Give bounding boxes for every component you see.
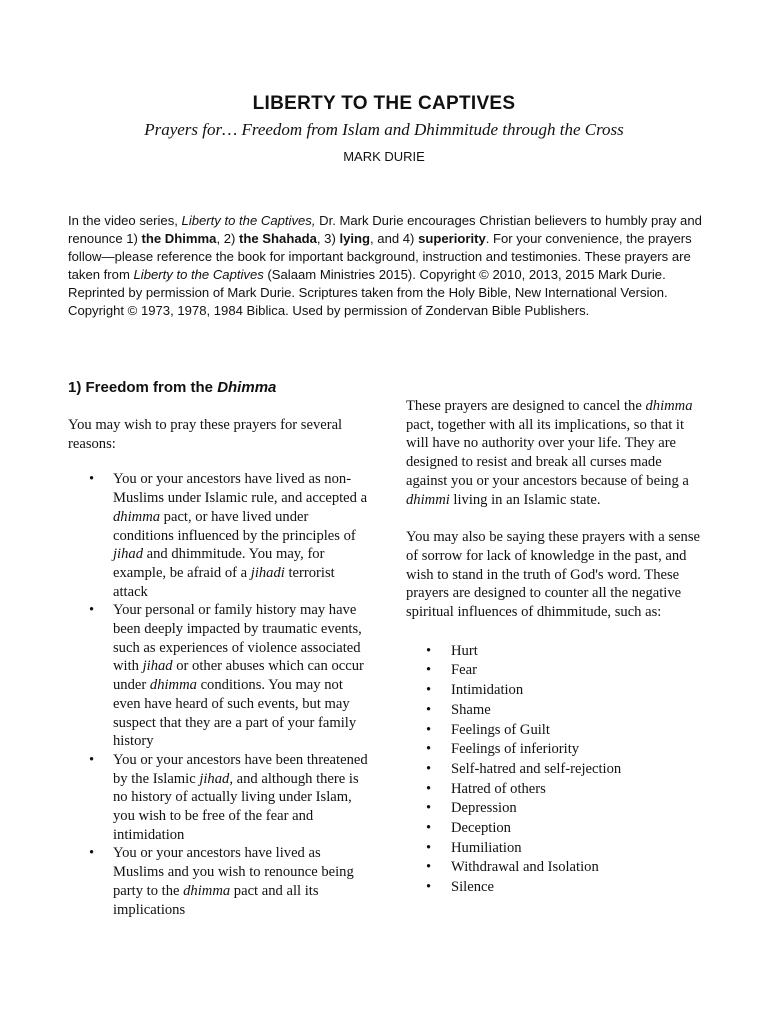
influence-item: • Withdrawal and Isolation	[406, 858, 706, 878]
bullet-icon: •	[426, 839, 432, 856]
reason-item: • You or your ancestors have lived as Muslims and you wish to renounce being party to the dhimma pact and all its implications	[89, 845, 354, 918]
influence-item: • Fear	[406, 661, 706, 681]
bullet-icon: •	[426, 741, 432, 758]
bullet-icon: •	[89, 602, 95, 619]
influence-item: • Humiliation	[406, 839, 706, 859]
influence-item: • Deception	[406, 819, 706, 839]
section-heading: 1) Freedom from the Dhimma	[68, 379, 277, 396]
bullet-icon: •	[89, 471, 95, 488]
reason-item: • You or your ancestors have lived as non-Muslims under Islamic rule, and accepted a dhimma pact, or have lived under conditions influenced by the principles of jihad and dhimmitude. You may, for example, be afraid of a jihadi terrorist attack	[89, 471, 368, 600]
left-column	[68, 416, 370, 919]
influences-list	[406, 642, 706, 898]
bullet-icon: •	[89, 751, 95, 768]
influence-item: • Depression	[406, 799, 706, 819]
influence-item: • Self-hatred and self-rejection	[406, 760, 706, 780]
bullet-icon: •	[426, 642, 432, 659]
influence-item: • Shame	[406, 701, 706, 721]
left-lead-paragraph: You may wish to pray these prayers for several reasons:	[68, 417, 343, 452]
topic-shahada: the Shahada	[239, 231, 317, 246]
author-name: MARK DURIE	[343, 149, 425, 164]
reason-item: • Your personal or family history may have been deeply impacted by traumatic events, such as experiences of violence associated with jihad or other abuses which can occur under dhimma conditions. You may not even have heard of such events, but may suspect that they are a part of your family history	[89, 602, 364, 750]
bullet-icon: •	[426, 721, 432, 738]
influence-item: • Hurt	[406, 642, 706, 662]
influence-item: • Hatred of others	[406, 780, 706, 800]
influence-item: • Feelings of Guilt	[406, 721, 706, 741]
reason-item: • You or your ancestors have been threatened by the Islamic jihad, and although there is no history of actually living under Islam, you wish to be free of the fear and intimidation	[89, 751, 368, 843]
bullet-icon: •	[426, 800, 432, 817]
topic-superiority: superiority	[418, 231, 486, 246]
influence-item: • Feelings of inferiority	[406, 740, 706, 760]
bullet-icon: •	[426, 859, 432, 876]
intro-paragraph: In the video series, Liberty to the Captives, Dr. Mark Durie encourages Christian believers to humbly pray and renounce 1) the Dhimma, 2) the Shahada, 3) lying, and 4) superiority. For your convenience, the prayers follow—please reference the book for important background, instruction and testimonies. These prayers are taken from Liberty to the Captives (Salaam Ministries 2015). Copyright © 2010, 2013, 2015 Mark Durie. Reprinted by permission of Mark Durie. Scriptures taken from the Holy Bible, New International Version. Copyright © 1973, 1978, 1984 Biblica. Used by permission of Zondervan Bible Publishers.	[68, 213, 702, 318]
reasons-list	[68, 470, 370, 919]
sorrow-paragraph: You may also be saying these prayers with a sense of sorrow for lack of knowledge in the past, and wish to stand in the truth of God's word. These prayers are designed to counter all the negative spiritual influences of dhimmitude, such as:	[406, 529, 700, 621]
bullet-icon: •	[426, 662, 432, 679]
bullet-icon: •	[426, 760, 432, 777]
influence-item: • Intimidation	[406, 681, 706, 701]
bullet-icon: •	[426, 879, 432, 896]
series-title: Liberty to the Captives,	[181, 213, 316, 228]
influence-item: • Silence	[406, 878, 706, 898]
book-title: Liberty to the Captives	[133, 267, 264, 282]
bullet-icon: •	[426, 780, 432, 797]
right-column	[406, 397, 706, 898]
document-subtitle: Prayers for… Freedom from Islam and Dhimmitude through the Cross	[144, 120, 624, 139]
topic-dhimma: the Dhimma	[141, 231, 217, 246]
bullet-icon: •	[426, 701, 432, 718]
bullet-icon: •	[426, 682, 432, 699]
bullet-icon: •	[89, 845, 95, 862]
document-title: LIBERTY TO THE CAPTIVES	[252, 93, 516, 114]
purpose-paragraph: These prayers are designed to cancel the dhimma pact, together with all its implications, so that it will have no authority over your life. They are designed to resist and break all curses made against you or your ancestors because of being a dhimmi living in an Islamic state.	[406, 398, 693, 508]
topic-lying: lying	[339, 231, 371, 246]
bullet-icon: •	[426, 820, 432, 837]
